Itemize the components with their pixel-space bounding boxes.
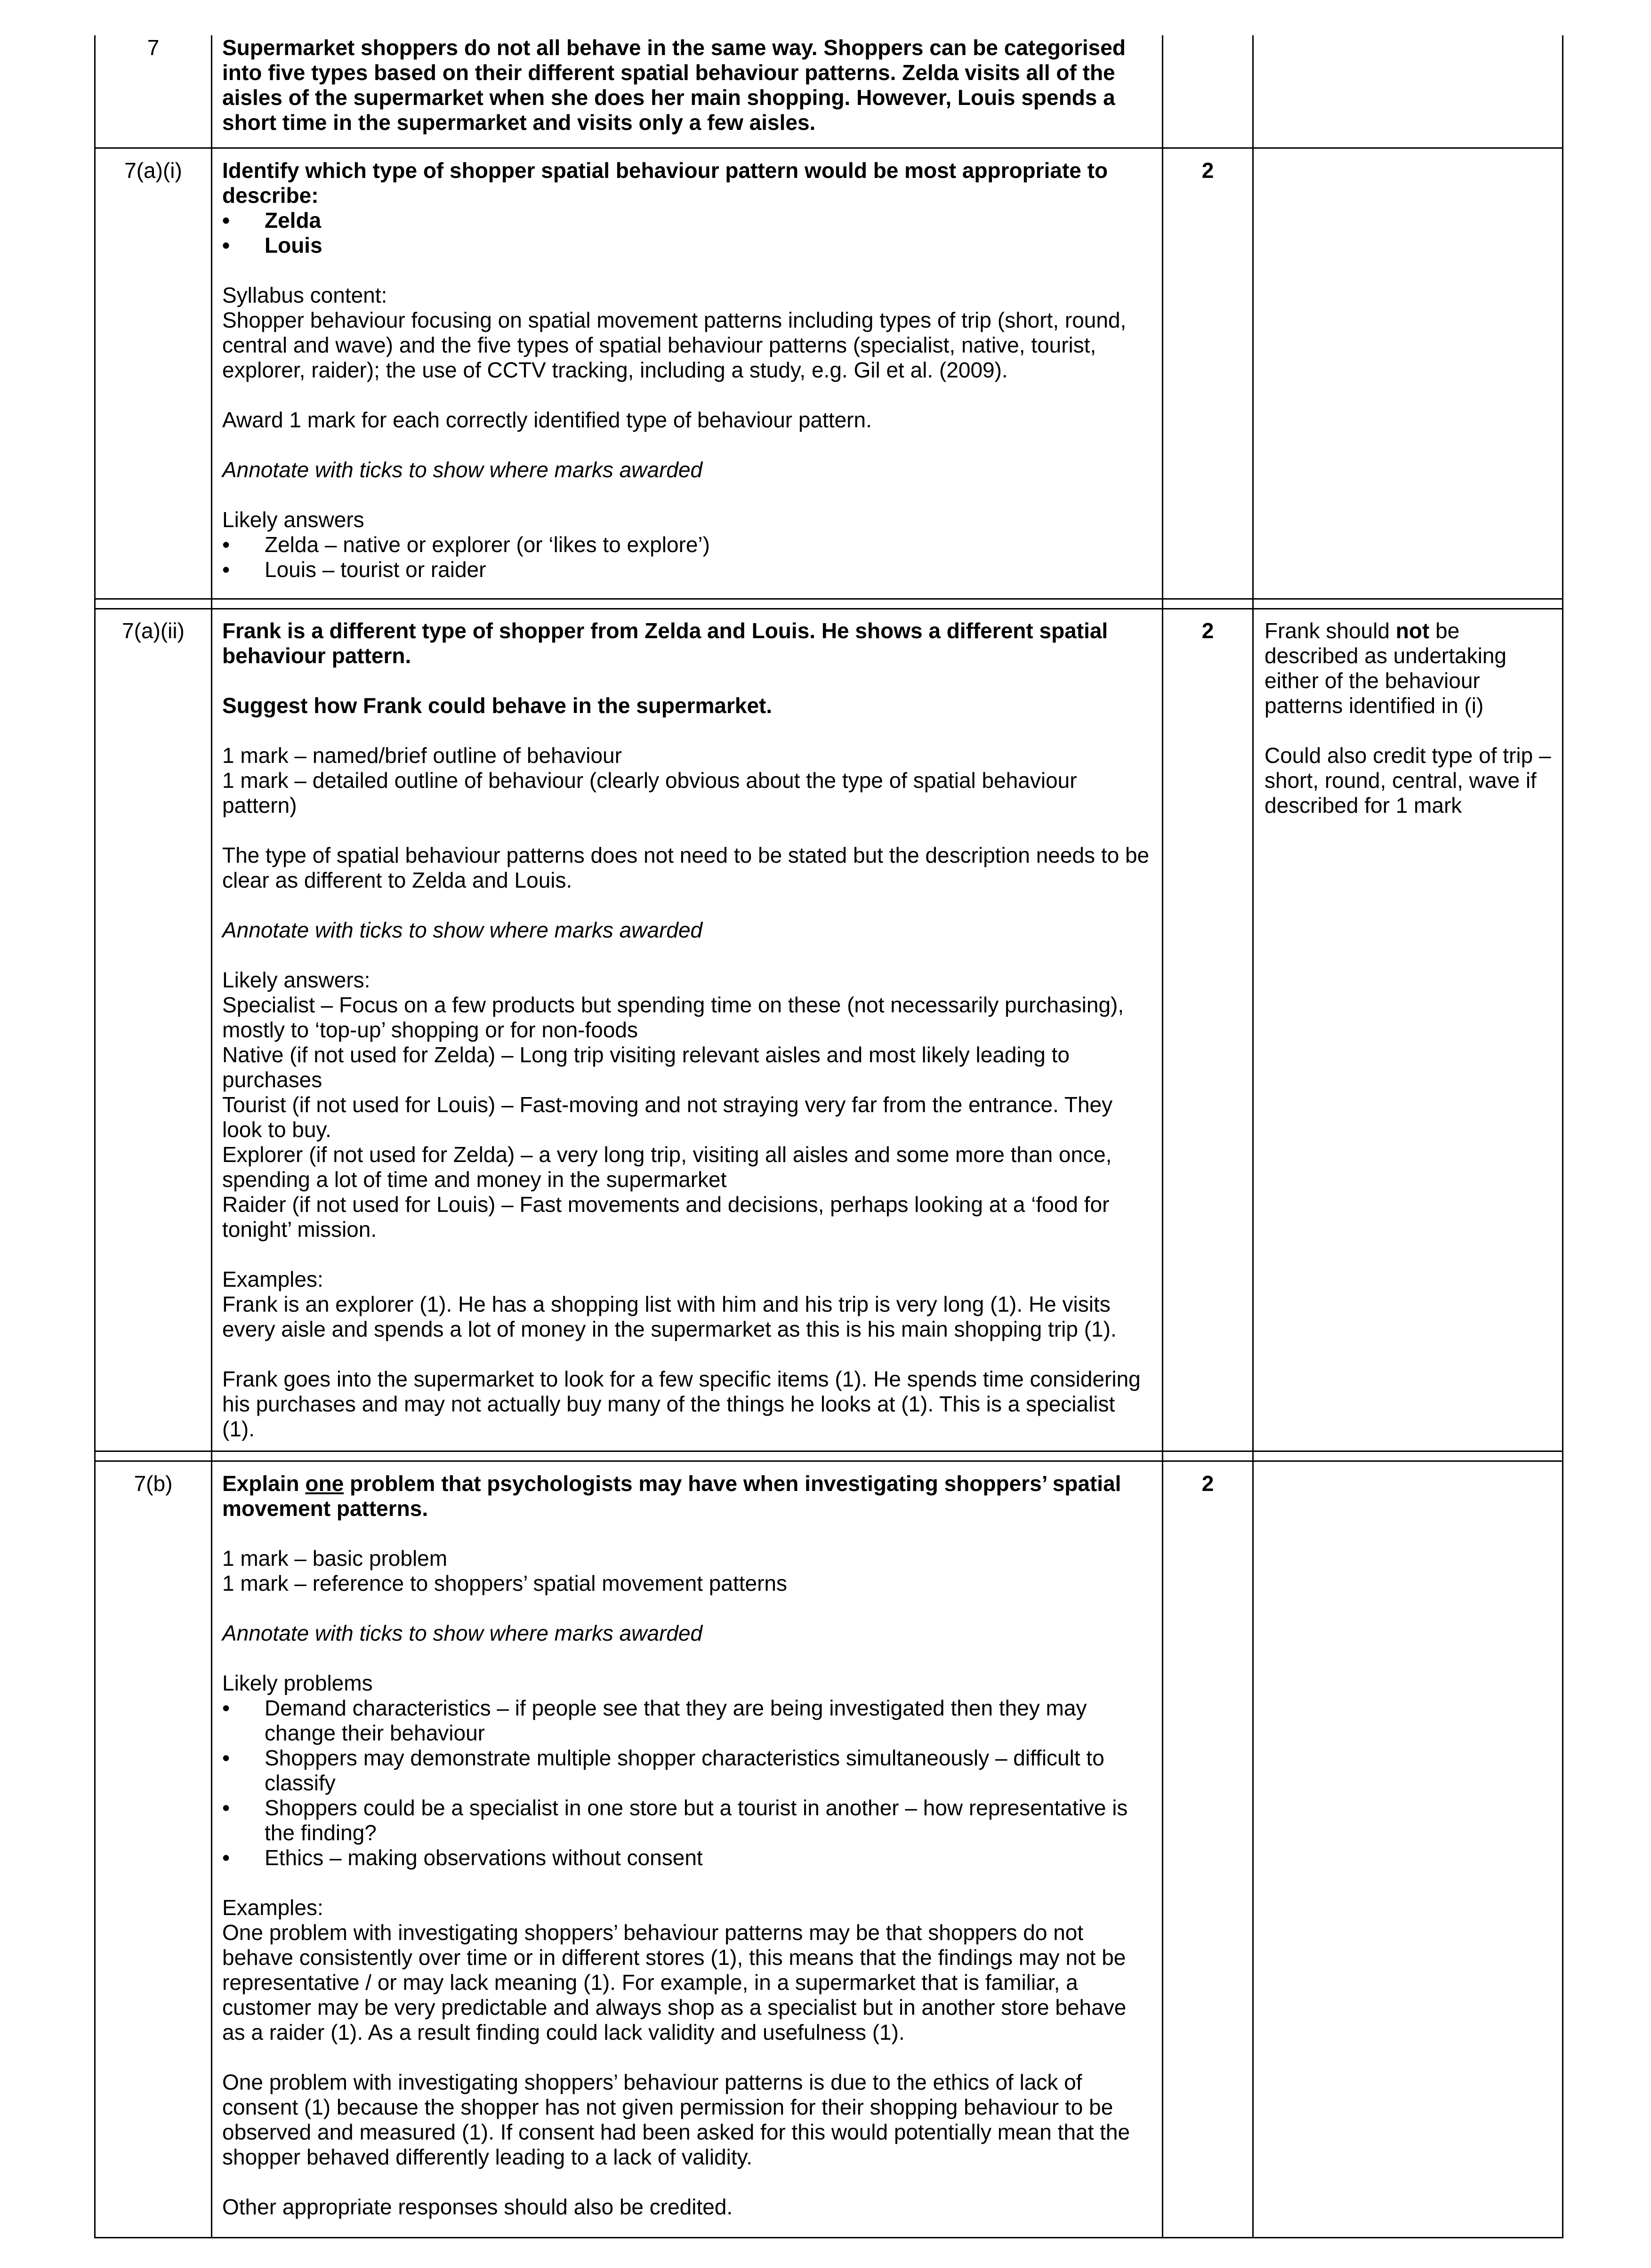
question-number — [96, 1471, 211, 1496]
question-instruction: Suggest how Frank could behave in the supermarket. — [222, 693, 773, 718]
list-item-text: Ethics – making observations without consent — [265, 1845, 703, 1870]
annotate-text: Annotate with ticks to show where marks awarded — [222, 1621, 703, 1645]
mark-criterion: 1 mark – detailed outline of behaviour (clearly obvious about the type of spatial behaviour pattern) — [222, 768, 1083, 817]
bullet-icon: • — [222, 557, 230, 582]
guidance-emphasis: not — [1395, 618, 1430, 643]
row-separator-double-top — [94, 598, 1563, 600]
list-item-text: Shoppers may demonstrate multiple shopper characteristics simultaneously – difficult to classify — [265, 1746, 1104, 1795]
question-number-text: 7(b) — [134, 1471, 173, 1496]
bullet-icon: • — [222, 1746, 230, 1770]
table-divider-marks — [1252, 35, 1254, 2238]
list-item — [222, 557, 1152, 582]
question-emphasis: one — [305, 1471, 344, 1496]
question-text: Frank is a different type of shopper from Zelda and Louis. He shows a different spatial behaviour pattern. — [222, 618, 1114, 668]
example-text: Frank goes into the supermarket to look for a few specific items (1). He spends time considering his purchases and may not actually buy many of the things he looks at (1). This is a specialist (1). — [222, 1367, 1147, 1441]
guidance-cell — [1264, 618, 1556, 818]
table-border-right — [1562, 35, 1563, 2238]
list-item — [222, 208, 1152, 233]
likely-answer-line: Raider (if not used for Louis) – Fast movements and decisions, perhaps looking at a ‘food for tonight’ mission. — [222, 1192, 1116, 1242]
list-item — [222, 233, 1152, 258]
mark-criterion: 1 mark – basic problem — [222, 1546, 448, 1571]
bullet-icon: • — [222, 1795, 230, 1820]
list-item — [222, 1746, 1152, 1795]
answer-cell — [222, 158, 1152, 582]
annotate-text: Annotate with ticks to show where marks awarded — [222, 457, 703, 482]
row-separator-double-top — [94, 1451, 1563, 1452]
bullet-icon: • — [222, 532, 230, 557]
list-item — [222, 1845, 1152, 1870]
list-item-text: Louis – tourist or raider — [265, 557, 486, 582]
annotate-text: Annotate with ticks to show where marks awarded — [222, 918, 703, 942]
marks-cell — [1163, 158, 1252, 183]
question-number — [96, 158, 211, 183]
likely-problems — [222, 1696, 1152, 1870]
likely-heading: Likely answers — [222, 507, 364, 532]
question-text-part: Explain — [222, 1471, 306, 1496]
list-item — [222, 1795, 1152, 1845]
list-item — [222, 532, 1152, 557]
table-divider-answer — [1162, 35, 1163, 2238]
marks-value: 2 — [1201, 618, 1214, 643]
marks-value: 2 — [1201, 1471, 1214, 1496]
award-text: Award 1 mark for each correctly identified type of behaviour pattern. — [222, 408, 872, 432]
question-number — [96, 35, 211, 60]
marks-value: 2 — [1201, 158, 1214, 183]
example-text: Frank is an explorer (1). He has a shopping list with him and his trip is very long (1). He visits every aisle and spends a lot of money in the supermarket as this is his main shopping trip (1). — [222, 1292, 1117, 1341]
mark-criterion: 1 mark – reference to shoppers’ spatial movement patterns — [222, 1571, 787, 1595]
question-stem — [222, 35, 1152, 135]
likely-heading: Likely answers: — [222, 968, 370, 992]
likely-answer-line: Native (if not used for Zelda) – Long trip visiting relevant aisles and most likely leading to purchases — [222, 1042, 1076, 1092]
marks-cell — [1163, 618, 1252, 643]
bullet-icon: • — [222, 233, 230, 257]
other-responses-text: Other appropriate responses should also be credited. — [222, 2195, 733, 2219]
examples-heading: Examples: — [222, 1895, 323, 1920]
syllabus-text: Shopper behaviour focusing on spatial movement patterns including types of trip (short, round, central and wave) and the five types of spatial behaviour patterns (specialist, native, tourist, explorer, raider); the use of CCTV tracking, including a study, e.g. Gil et al. (2009). — [222, 308, 1133, 382]
likely-answer-line: Explorer (if not used for Zelda) – a very long trip, visiting all aisles and some more than once, spending a lot of time and money in the supermarket — [222, 1142, 1118, 1192]
list-item-text: Zelda – native or explorer (or ‘likes to explore’) — [265, 532, 710, 557]
list-item-text: Louis — [265, 233, 322, 257]
table-divider-qnum — [211, 35, 212, 2238]
question-number-text: 7 — [147, 35, 160, 60]
list-item-text: Zelda — [265, 208, 322, 232]
likely-answers — [222, 532, 1152, 582]
answer-cell — [222, 618, 1155, 1442]
likely-heading: Likely problems — [222, 1671, 373, 1695]
question-items — [222, 208, 1152, 258]
list-item-text: Shoppers could be a specialist in one store but a tourist in another – how representative is the finding? — [265, 1795, 1128, 1845]
question-number-text: 7(a)(ii) — [122, 618, 185, 643]
question-text: Identify which type of shopper spatial behaviour pattern would be most appropriate to describe: — [222, 158, 1114, 208]
syllabus-heading: Syllabus content: — [222, 283, 387, 307]
likely-answer-line: Tourist (if not used for Louis) – Fast-moving and not straying very far from the entrance. They look to buy. — [222, 1092, 1119, 1142]
table-border-bottom — [94, 2237, 1563, 2238]
guidance-text-part: Frank should — [1264, 618, 1396, 643]
likely-answer-line: Specialist – Focus on a few products but spending time on these (not necessarily purchasing), mostly to ‘top-up’ shopping or for non-foods — [222, 993, 1130, 1042]
list-item — [222, 1696, 1152, 1746]
row-separator — [94, 147, 1563, 149]
question-number-text: 7(a)(i) — [124, 158, 182, 183]
question-text-part: problem that psychologists may have when investigating shoppers’ spatial movement patterns. — [222, 1471, 1128, 1521]
mark-criterion: 1 mark – named/brief outline of behaviour — [222, 743, 622, 768]
example-text: One problem with investigating shoppers’ behaviour patterns is due to the ethics of lack of consent (1) because the shopper has not given permission for their shopping behaviour to be observed and measured (1). If consent had been asked for this would potentially mean that the shopper behaved differently leading to a lack of validity. — [222, 2070, 1136, 2169]
list-item-text: Demand characteristics – if people see that they are being investigated then they may change their behaviour — [265, 1696, 1087, 1745]
table-border-left — [94, 35, 96, 2238]
question-text — [222, 1471, 1152, 1521]
example-text: One problem with investigating shoppers’ behaviour patterns may be that shoppers do not behave consistently over time or in different stores (1), this means that the findings may not be representative / or may lack meaning (1). For example, in a supermarket that is familiar, a customer may be very predictable and always shop as a specialist but in another store behave as a raider (1). As a result finding could lack validity and usefulness (1). — [222, 1920, 1133, 2044]
answer-cell — [222, 1471, 1152, 2220]
question-stem-text: Supermarket shoppers do not all behave in the same way. Shoppers can be categorised into five types based on their different spatial behaviour patterns. Zelda visits all of the aisles of the supermarket when she does her main shopping. However, Louis spends a short time in the supermarket and visits only a few aisles. — [222, 35, 1132, 135]
note-text: The type of spatial behaviour patterns does not need to be stated but the description needs to be clear as different to Zelda and Louis. — [222, 843, 1155, 892]
bullet-icon: • — [222, 1696, 230, 1720]
bullet-icon: • — [222, 208, 230, 232]
bullet-icon: • — [222, 1845, 230, 1870]
examples-heading: Examples: — [222, 1267, 323, 1291]
marks-cell — [1163, 1471, 1252, 1496]
row-separator-double-bottom — [94, 608, 1563, 609]
guidance-text: Could also credit type of trip – short, round, central, wave if described for 1 mark — [1264, 743, 1557, 817]
guidance-text — [1264, 618, 1556, 718]
guidance-text-part: be described as undertaking either of the behaviour patterns identified in (i) — [1264, 618, 1513, 718]
question-number — [96, 618, 211, 643]
row-separator-double-bottom — [94, 1460, 1563, 1462]
